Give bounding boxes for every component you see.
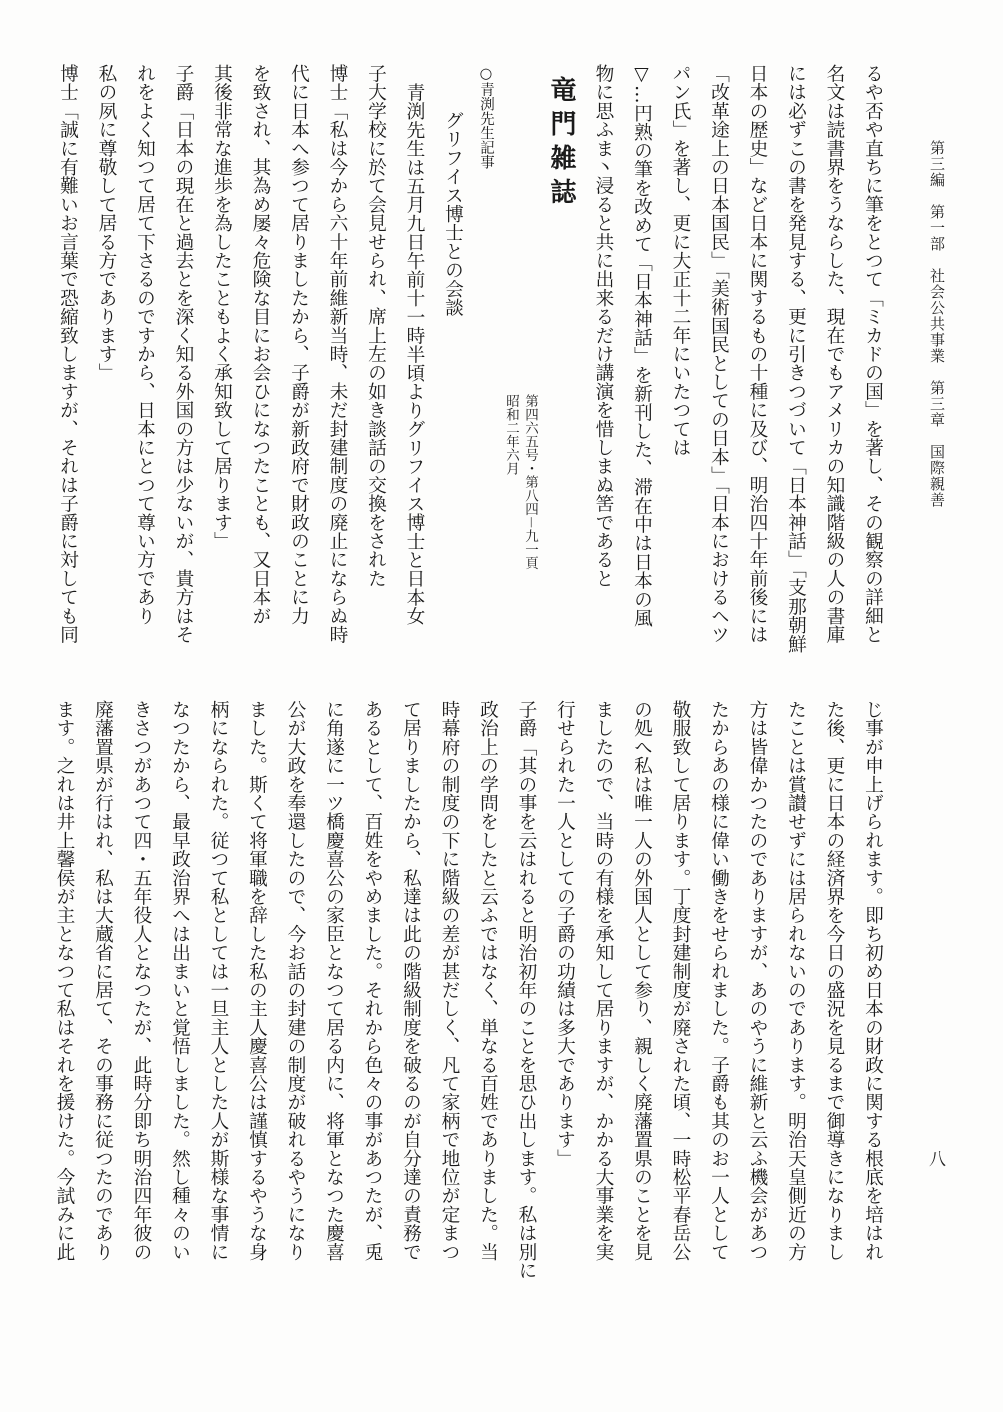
text-line: なつたから、最早政治界へは出まいと覚悟しました。然し種々のい (169, 700, 190, 1261)
text-line: たことは賞讃せずには居られないのであります。明治天皇側近の方 (785, 700, 806, 1261)
text-line: 博士「誠に有難いお言葉で恐縮致しますが、それは子爵に対しても同 (57, 64, 78, 644)
issue-date: 昭和二年六月 (503, 394, 519, 475)
text-line: の処へ私は唯一人の外国人として参り、親しく廃藩置県のことを見 (631, 700, 652, 1261)
text-line: 廃藩置県が行はれ、私は大蔵省に居て、その事務に従つたのであり (92, 700, 113, 1261)
text-line: 青渕先生は五月九日午前十一時半頃よりグリフイス博士と日本女 (403, 82, 425, 625)
text-line: 子大学校に於て会見せられ、席上左の如き談話の交換をされた (365, 64, 386, 588)
text-line: きさつがあつて四・五年役人となつたが、此時分即ち明治四年彼の (130, 700, 152, 1261)
running-header: 第三編 第一部 社会公共事業 第三章 国際親善 (928, 140, 946, 508)
text-line: たからあの様に偉い働きをせられました。子爵も其のお一人として (708, 700, 729, 1261)
text-line: 私の夙に尊敬して居る方であります」 (95, 64, 117, 382)
text-line: 其後非常な進歩を為したこともよく承知致して居ります」 (211, 64, 232, 551)
text-line: ▽…円熟の筆を改めて「日本神話」を新刊した、滞在中は日本の風 (631, 64, 652, 628)
issue-info (501, 64, 539, 672)
text-line: 代に日本へ参つて居りましたから、子爵が新政府で財政のことに力 (288, 64, 309, 625)
text-line: 日本の歴史」など日本に関するもの十種に及び、明治四十年前後には (746, 64, 768, 644)
text-line: て居りましたから、私達は此の階級制度を破るのが自分達の責務で (400, 700, 421, 1261)
top-text-block (57, 64, 891, 672)
text-line: 子爵「其の事を云はれると明治初年のことを思ひ出します。私は別に (515, 700, 537, 1280)
text-line: に角遂に一ツ橋慶喜公の家臣となつて居る内に、将軍となつた慶喜 (323, 700, 344, 1261)
text-line: 物に思ふま丶浸ると共に出来るだけ講演を惜しまぬ筈であると (592, 64, 614, 588)
text-line: 時幕府の制度の下に階級の差が甚だしく、凡て家柄で地位が定まつ (438, 700, 460, 1261)
text-line: 名文は読書界をうならした、現在でもアメリカの知識階級の人の書庫 (823, 64, 845, 644)
text-line: ました。斯くて将軍職を辞した私の主人慶喜公は謹慎するやうな身 (246, 700, 267, 1261)
bottom-text-block (53, 700, 891, 1308)
text-line: れをよく知つて居て下さるのですから、日本にとつて尊い方であり (134, 64, 155, 625)
page-number: 八 (925, 1150, 945, 1167)
byline: ○青渕先生記事 (478, 66, 494, 169)
text-line: には必ずこの書を発見する、更に引きつづいて「日本神話」「支那朝鮮 (785, 64, 806, 654)
text-line: 柄になられた。従つて私としては一旦主人とした人が斯様な事情に (207, 700, 229, 1261)
text-line: 子爵「日本の現在と過去とを深く知る外国の方は少ないが、貴方はそ (172, 64, 194, 644)
text-line: を致され、其為め屡々危険な目にお会ひになつたことも、又日本が (249, 64, 271, 625)
text-line: 敬服致して居ります。丁度封建制度が廃された頃、一時松平春岳公 (669, 700, 691, 1261)
text-line: た後、更に日本の経済界を今日の盛況を見るまで御導きになりまし (823, 700, 845, 1261)
text-line: 「改革途上の日本国民」「美術国民としての日本」「日本におけるヘツ (708, 64, 729, 644)
issue-number: 第四六五号・第八四－九一頁 (522, 394, 538, 570)
article-title: 竜門雑誌 (546, 76, 576, 212)
text-line: 行せられた一人としての子爵の功績は多大であります」 (554, 700, 575, 1168)
text-line: 方は皆偉かつたのでありますが、あのやうに維新と云ふ機会があつ (746, 700, 768, 1261)
text-line: 政治上の学問をしたと云ふではなく、単なる百姓でありました。当 (477, 700, 498, 1261)
text-line: るや否や直ちに筆をとつて「ミカドの国」を著し、その観察の詳細と (862, 64, 883, 644)
section-subheading: グリフイス博士との会談 (442, 110, 463, 317)
text-line: ましたので、当時の有様を承知して居りますが、かかる大事業を実 (592, 700, 614, 1261)
text-line: じ事が申上げられます。即ち初め日本の財政に関する根底を培はれ (862, 700, 883, 1261)
text-line: パン氏」を著し、更に大正十二年にいたつては (669, 64, 691, 457)
text-line: 公が大政を奉還したので、今お話の封建の制度が破れるやうになり (284, 700, 306, 1261)
text-line: 博士「私は今から六十年前維新当時、未だ封建制度の廃止にならぬ時 (326, 64, 348, 644)
text-line: ます。之れは井上馨侯が主となつて私はそれを援けた。今試みに此 (53, 700, 75, 1261)
text-line: あるとして、百姓をやめました。それから色々の事があつたが、兎 (361, 700, 383, 1261)
